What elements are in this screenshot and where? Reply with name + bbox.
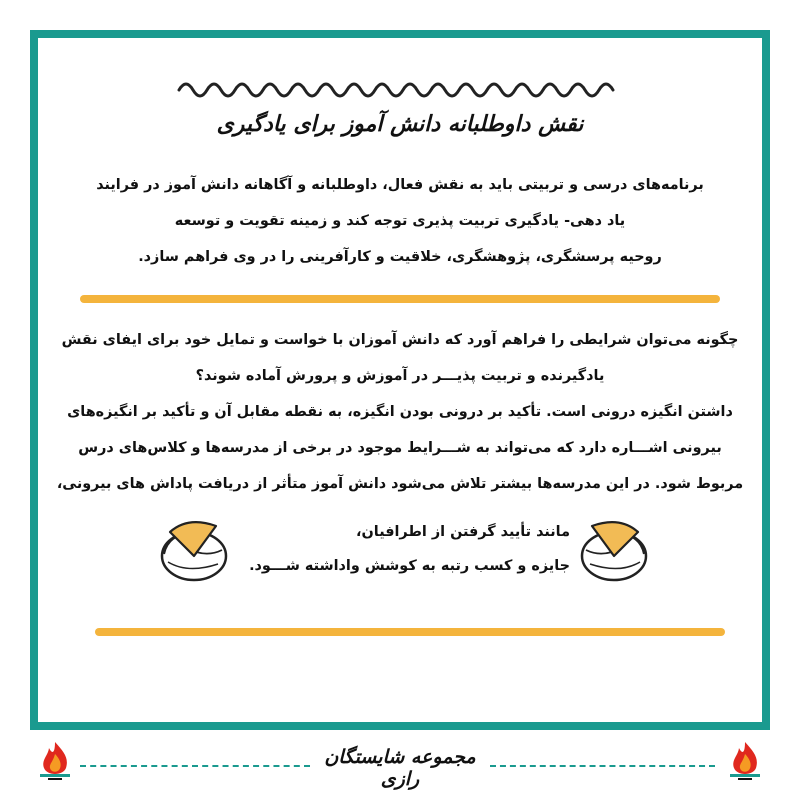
example-line: مانند تأیید گرفتن از اطرافیان، — [356, 524, 570, 540]
flame-logo-icon — [36, 740, 74, 784]
flame-logo-icon — [726, 740, 764, 784]
footer-dashed-line — [80, 765, 310, 769]
example-text — [230, 515, 570, 583]
cheese-icon — [158, 512, 230, 584]
page-title: نقش داوطلبانه دانش آموز برای یادگیری — [216, 112, 584, 137]
body-line: مربوط شود. در این مدرسه‌ها بیشتر تلاش می‌شود دانش آموز متأثر از دریافت پاداش های بیرونی، — [56, 476, 744, 492]
body-line: داشتن انگیزه درونی است. تأکید بر درونی بودن انگیزه، به نقطه مقابل آن و تأکید بر انگیزه‌های — [67, 404, 733, 420]
intro-line: یاد دهی- یادگیری تربیت پذیری توجه کند و زمینه تقویت و توسعه — [174, 213, 626, 229]
intro-line: روحیه پرسشگری، پژوهشگری، خلاقیت و کارآفرینی را در وی فراهم سازد. — [138, 249, 662, 265]
body-line: یادگیرنده و تربیت پذیـــر در آموزش و پرورش آماده شوند؟ — [195, 368, 605, 384]
wavy-divider — [175, 76, 625, 98]
body-line: چگونه می‌توان شرایطی را فراهم آورد که دانش آموزان با خواست و تمایل خود برای ایفای نقش — [61, 332, 739, 348]
intro-paragraph — [60, 167, 740, 275]
body-paragraph — [55, 322, 745, 502]
footer-brand: مجموعه شایستگان رازی — [324, 746, 476, 790]
intro-line: برنامه‌های درسی و تربیتی باید به نقش فعال، داوطلبانه و آگاهانه دانش آموز در فرایند — [96, 177, 704, 193]
yellow-divider — [95, 628, 725, 636]
example-line: جایزه و کسب رتبه به کوشش واداشته شـــود. — [249, 558, 570, 574]
footer-dashed-line — [490, 765, 715, 769]
cheese-icon — [578, 512, 650, 584]
body-line: بیرونی اشـــاره دارد که می‌تواند به شـــرایط موجود در برخی از مدرسه‌ها و کلاس‌های درس — [78, 440, 722, 456]
yellow-divider — [80, 295, 720, 303]
